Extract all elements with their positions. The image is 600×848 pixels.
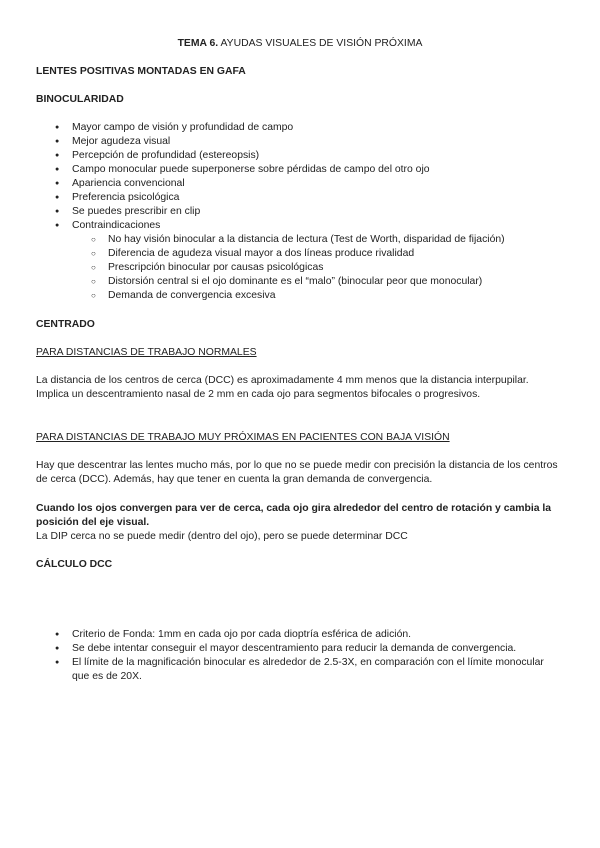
list-item: ● Se puedes prescribir en clip [36,205,564,219]
list-item: ● Apariencia convencional [36,177,564,191]
list-item: ● El límite de la magnificación binocular es alrededor de 2.5-3X, en comparación con el límite monocular que es de 20X. [36,656,564,684]
paragraph-proximas: Hay que descentrar las lentes mucho más, por lo que no se puede medir con precisión la distancia de los centros de cerca (DCC). Además, hay que tener en cuenta la gran demanda de convergencia. [36,460,558,485]
subheading-normales: PARA DISTANCIAS DE TRABAJO NORMALES [36,347,257,358]
contraindicaciones-list [36,233,564,303]
heading-centrado: CENTRADO [36,319,95,330]
list-item: ○ Demanda de convergencia excesiva [36,289,564,303]
list-item: ● Se debe intentar conseguir el mayor descentramiento para reducir la demanda de convergencia. [36,642,564,656]
paragraph-normales: La distancia de los centros de cerca (DCC) es aproximadamente 4 mm menos que la distancia interpupilar. Implica un descentramiento nasal de 2 mm en cada ojo para segmentos bifocales o progresivos. [36,375,529,400]
list-item: ○ Diferencia de agudeza visual mayor a dos líneas produce rivalidad [36,247,564,261]
heading-calculo: CÁLCULO DCC [36,559,113,570]
list-item: ○ No hay visión binocular a la distancia de lectura (Test de Worth, disparidad de fijación) [36,233,564,247]
list-item: ● Contraindicaciones [36,219,564,233]
list-item: ○ Distorsión central si el ojo dominante es el “malo” (binocular peor que monocular) [36,275,564,289]
paragraph-convergen: Cuando los ojos convergen para ver de cerca, cada ojo gira alrededor del centro de rotación y cambia la posición del eje visual. [36,503,552,528]
page-title [0,37,600,51]
heading-lentes: LENTES POSITIVAS MONTADAS EN GAFA [36,66,246,77]
heading-binocularidad: BINOCULARIDAD [36,94,124,105]
list-item: ● Mayor campo de visión y profundidad de campo [36,121,564,135]
list-item: ● Campo monocular puede superponerse sobre pérdidas de campo del otro ojo [36,163,564,177]
binocularidad-list [36,121,564,233]
title-bold: TEMA 6. [177,38,219,49]
title-rest: AYUDAS VISUALES DE VISIÓN PRÓXIMA [218,38,423,49]
list-item: ● Preferencia psicológica [36,191,564,205]
list-item: ● Mejor agudeza visual [36,135,564,149]
list-item: ● Criterio de Fonda: 1mm en cada ojo por cada dioptría esférica de adición. [36,628,564,642]
subheading-proximas: PARA DISTANCIAS DE TRABAJO MUY PRÓXIMAS EN PACIENTES CON BAJA VISIÓN [36,432,450,443]
paragraph-dip: La DIP cerca no se puede medir (dentro del ojo), pero se puede determinar DCC [36,531,408,542]
list-item: ○ Prescripción binocular por causas psicológicas [36,261,564,275]
calculo-list [36,628,564,684]
list-item: ● Percepción de profundidad (estereopsis) [36,149,564,163]
